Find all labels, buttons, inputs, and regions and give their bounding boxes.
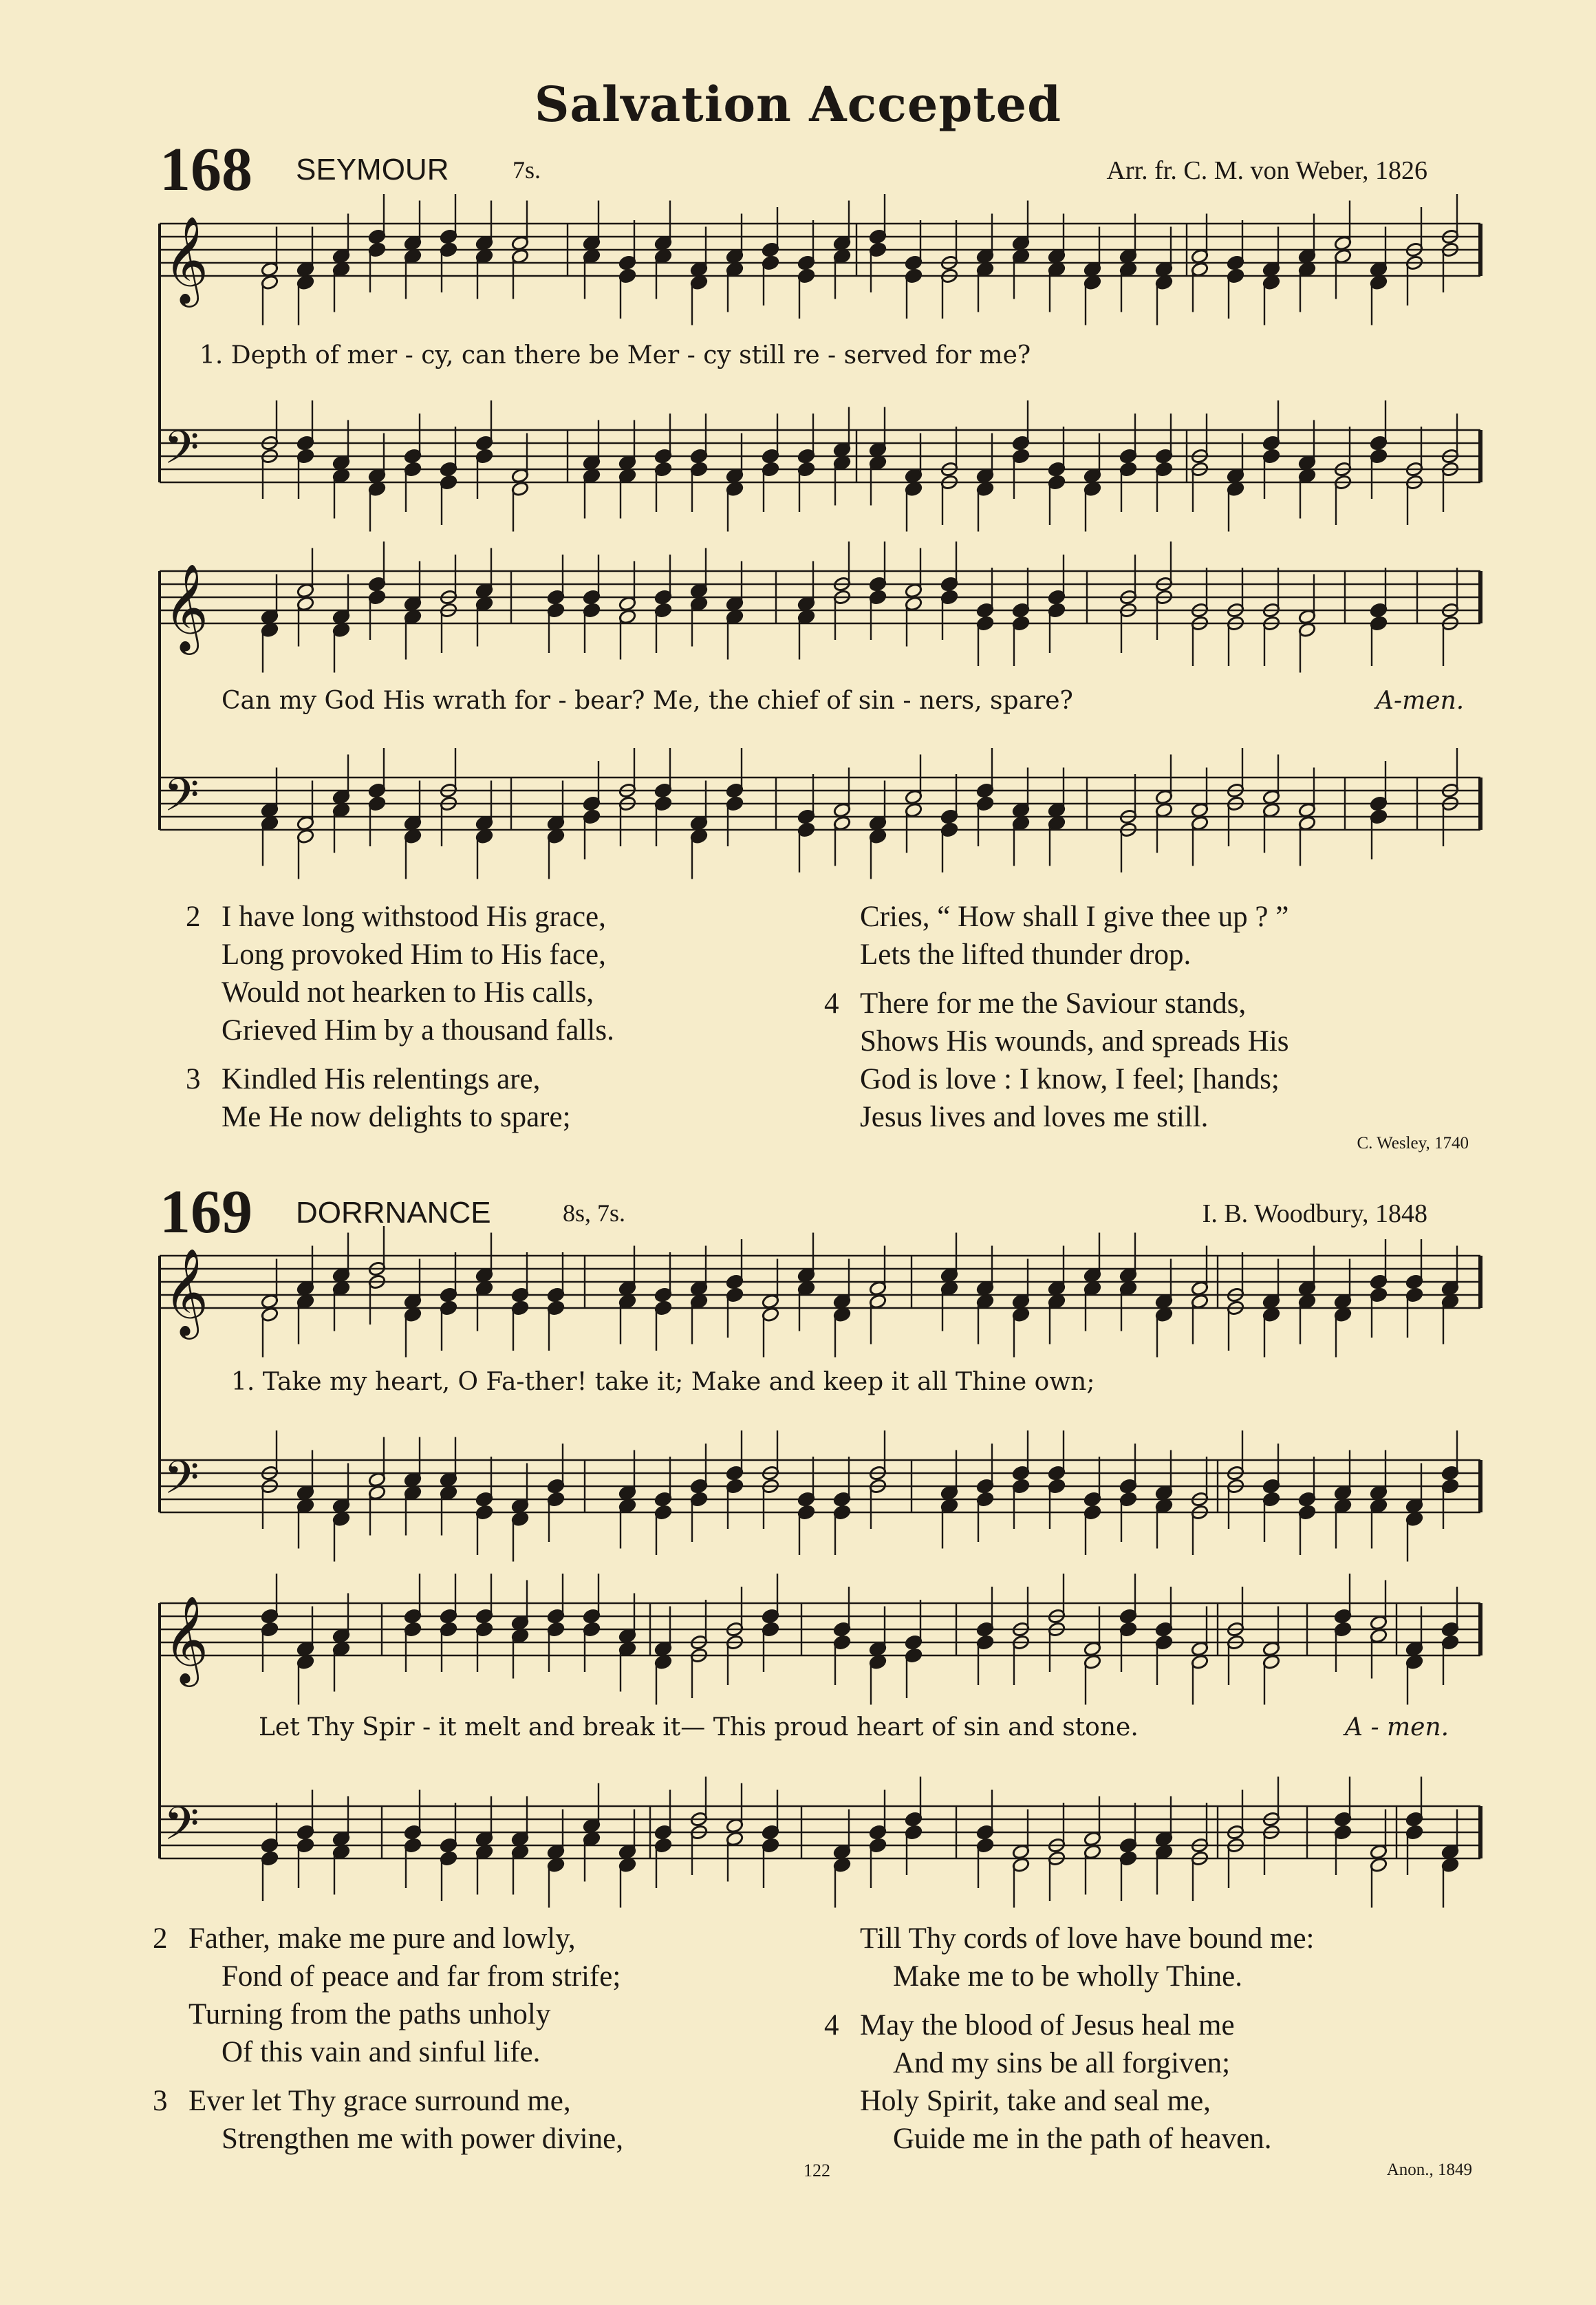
stanza-line: Guide me in the path of heaven. [893,2123,1272,2155]
stanza-line: Jesus lives and loves me still. [860,1101,1209,1133]
stanza [153,1920,806,2071]
bass-clef-icon: 𝄢 [164,1797,200,1861]
lyric-line: Let Thy Spir - it melt and break it— This proud heart of sin and stone. [259,1713,1139,1741]
stanza-line: Turning from the paths unholy [188,1998,551,2030]
treble-clef-icon: 𝄞 [164,1595,209,1683]
stanza-number: 4 [824,987,839,1020]
text-author-credit: C. Wesley, 1740 [1357,1134,1469,1152]
stanza-group-left [153,1920,806,2158]
hymn-number: 168 [160,136,252,204]
bass-clef-icon: 𝄢 [164,1451,200,1515]
stanza [186,898,805,1049]
stanza-line: And my sins be all forgiven; [893,2047,1231,2079]
bass-clef-icon: 𝄢 [164,769,200,833]
stanza-line: Ever let Thy grace surround me, [188,2085,571,2117]
stanza-number: 2 [186,901,201,933]
hymn-number: 169 [160,1178,252,1246]
stanza-line: Grieved Him by a thousand falls. [222,1014,614,1047]
stanza-group-left [186,898,805,1136]
stanza [824,1920,1478,1995]
meter: 7s. [513,156,541,184]
stanza [153,2082,806,2158]
stanza-line: Cries, “ How shall I give thee up ? ” [860,901,1289,933]
treble-clef-icon: 𝄞 [164,563,209,651]
stanza-line: Would not hearken to His calls, [222,976,594,1009]
composer-credit: Arr. fr. C. M. von Weber, 1826 [1106,156,1427,185]
stanza [824,898,1443,974]
stanza-group-right [824,1920,1478,2158]
treble-clef-icon: 𝄞 [164,1247,209,1336]
stanza-line: Kindled His relentings are, [222,1063,541,1095]
stanza-number: 3 [153,2085,168,2117]
stanza-number: 4 [824,2009,839,2041]
bass-clef-icon: 𝄢 [164,421,200,485]
stanza [824,985,1443,1136]
composer-credit: I. B. Woodbury, 1848 [1202,1199,1427,1228]
lyric-line: 1. Depth of mer - cy, can there be Mer - cy still re - served for me? [200,341,1031,369]
stanza-line: God is love : I know, I feel; [hands; [860,1063,1280,1095]
lyric-line: Can my God His wrath for - bear? Me, the chief of sin - ners, spare? [222,687,1073,715]
stanza-line: Holy Spirit, take and seal me, [860,2085,1211,2117]
treble-clef-icon: 𝄞 [164,215,209,303]
stanza-group-right [824,898,1443,1136]
stanza-line: Me He now delights to spare; [222,1101,571,1133]
meter: 8s, 7s. [563,1199,626,1227]
stanza-line: Long provoked Him to His face, [222,939,606,971]
amen-label: A - men. [1345,1713,1449,1741]
tune-name: DORRNANCE [296,1196,491,1230]
stanza-line: I have long withstood His grace, [222,901,606,933]
stanza [186,1060,805,1136]
stanza-line: Shows His wounds, and spreads His [860,1025,1289,1058]
page-title: Salvation Accepted [534,76,1062,133]
amen-label: A-men. [1376,687,1465,715]
stanza-line: Father, make me pure and lowly, [188,1922,576,1955]
stanza-line: Of this vain and sinful life. [222,2036,541,2068]
stanza [824,2006,1478,2158]
lyric-line: 1. Take my heart, O Fa-ther! take it; Make and keep it all Thine own; [231,1368,1095,1396]
stanza-line: Make me to be wholly Thine. [893,1960,1242,1993]
stanza-number: 3 [186,1063,201,1095]
tune-name: SEYMOUR [296,153,449,186]
stanza-line: May the blood of Jesus heal me [860,2009,1235,2041]
stanza-line: Lets the lifted thunder drop. [860,939,1191,971]
stanza-line: Till Thy cords of love have bound me: [860,1922,1315,1955]
stanza-line: There for me the Saviour stands, [860,987,1247,1020]
stanza-line: Fond of peace and far from strife; [222,1960,621,1993]
text-author-credit: Anon., 1849 [1386,2161,1472,2179]
page-number: 122 [804,2161,830,2180]
stanza-number: 2 [153,1922,168,1955]
stanza-line: Strengthen me with power divine, [222,2123,623,2155]
